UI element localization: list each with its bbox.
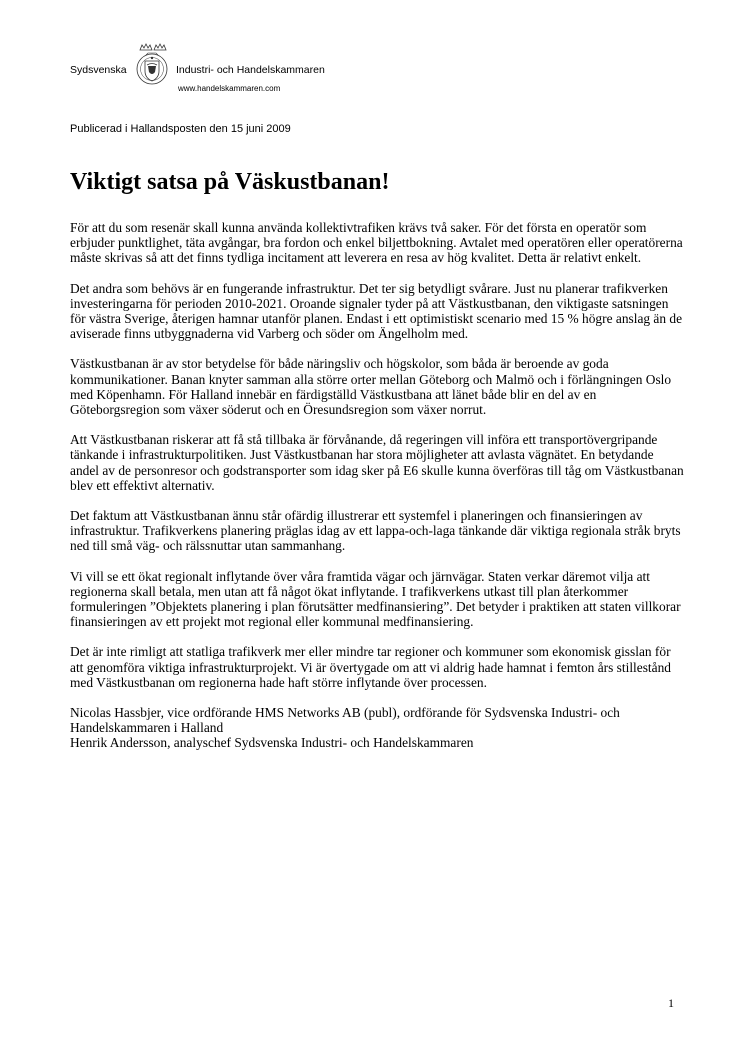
signature-line: Henrik Andersson, analyschef Sydsvenska Industri- och Handelskammaren	[70, 735, 474, 751]
article-body	[70, 220, 685, 751]
website-link[interactable]: www.handelskammaren.com	[178, 84, 281, 93]
signature-block	[70, 705, 685, 751]
publication-note: Publicerad i Hallandsposten den 15 juni 2009	[70, 123, 291, 135]
org-name-right: Industri- och Handelskammaren	[176, 64, 325, 76]
paragraph: Vi vill se ett ökat regionalt inflytande över våra framtida vägar och järnvägar. Staten verkar däremot vilja att regionerna skall betala, men utan att få något ökat inflytande. I trafikverkens utkast till plan återkommer formuleringen ”Objektets planering i plan förutsätter medfinansiering”. Det betyder i praktiken att staten villkorar finansieringen av ett projekt mot regional eller kommunal medfinansiering.	[70, 568, 681, 630]
letterhead	[70, 38, 400, 102]
paragraph: Det faktum att Västkustbanan ännu står ofärdig illustrerar ett systemfel i planeringen och finansieringen av infrastruktur. Trafikverkens planering präglas idag av ett lappa-och-laga tänkande där viktiga regionala stråk bryts ned till små väg- och rälssnuttar utan sammanhang.	[70, 508, 681, 554]
paragraph: Det är inte rimligt att statliga trafikverk mer eller mindre tar regioner och kommuner som ekonomisk gisslan för att genomföra viktiga infrastrukturprojekt. Vi är övertygade om att vi aldrig hade hamnat i femton års stillestånd med Västkustbanan om regionerna hade haft större inflytande över processen.	[70, 644, 671, 690]
paragraph: Det andra som behövs är en fungerande infrastruktur. Det ter sig betydligt svårare. Just nu planerar trafikverken investeringarna för perioden 2010-2021. Oroande signaler tyder på att Västkustbanan, den viktigaste satsningen för västra Sverige, återigen hamnar utanför planen. Endast i ett optimistiskt scenario med 15 % högre anslag än de aviserade finns utbyggnaderna vid Varberg och söder om Ängelholm med.	[70, 280, 683, 342]
crest-logo-icon	[132, 41, 172, 91]
paragraph: Västkustbanan är av stor betydelse för både näringsliv och högskolor, som båda är beroende av goda kommunikationer. Banan knyter samman alla större orter mellan Göteborg och Malmö och i förlängningen Oslo med Köpenhamn. För Halland innebär en färdigställd Västkustbana att länet både blir en del av en Göteborgsregion som växer söderut och en Öresundsregion som växer norrut.	[70, 356, 672, 418]
signature-line: Nicolas Hassbjer, vice ordförande HMS Networks AB (publ), ordförande för Sydsvenska Industri- och Handelskammaren i Halland	[70, 705, 620, 736]
org-name-left: Sydsvenska	[70, 64, 127, 76]
paragraph: Att Västkustbanan riskerar att få stå tillbaka är förvånande, då regeringen vill införa ett transportövergripande tänkande i infrastrukturpolitiken. Just Västkustbanan har stora möjligheter att avlasta vägnätet. En betydande andel av de personresor och godstransporter som idag sker på E6 skulle kunna överföras till tåg om Västkustbanan blev ett effektivt alternativ.	[70, 432, 684, 493]
page-number: 1	[668, 996, 674, 1010]
article-title: Viktigt satsa på Väskustbanan!	[70, 169, 390, 195]
paragraph: För att du som resenär skall kunna använda kollektivtrafiken krävs två saker. För det första en operatör som erbjuder punktlighet, täta avgångar, bra fordon och enkel biljettbokning. Avtalet med operatören eller operatörerna måste skrivas så att det finns tydliga incitament att leverera en resa av hög kvalitet. Detta är relativt enkelt.	[70, 220, 683, 266]
